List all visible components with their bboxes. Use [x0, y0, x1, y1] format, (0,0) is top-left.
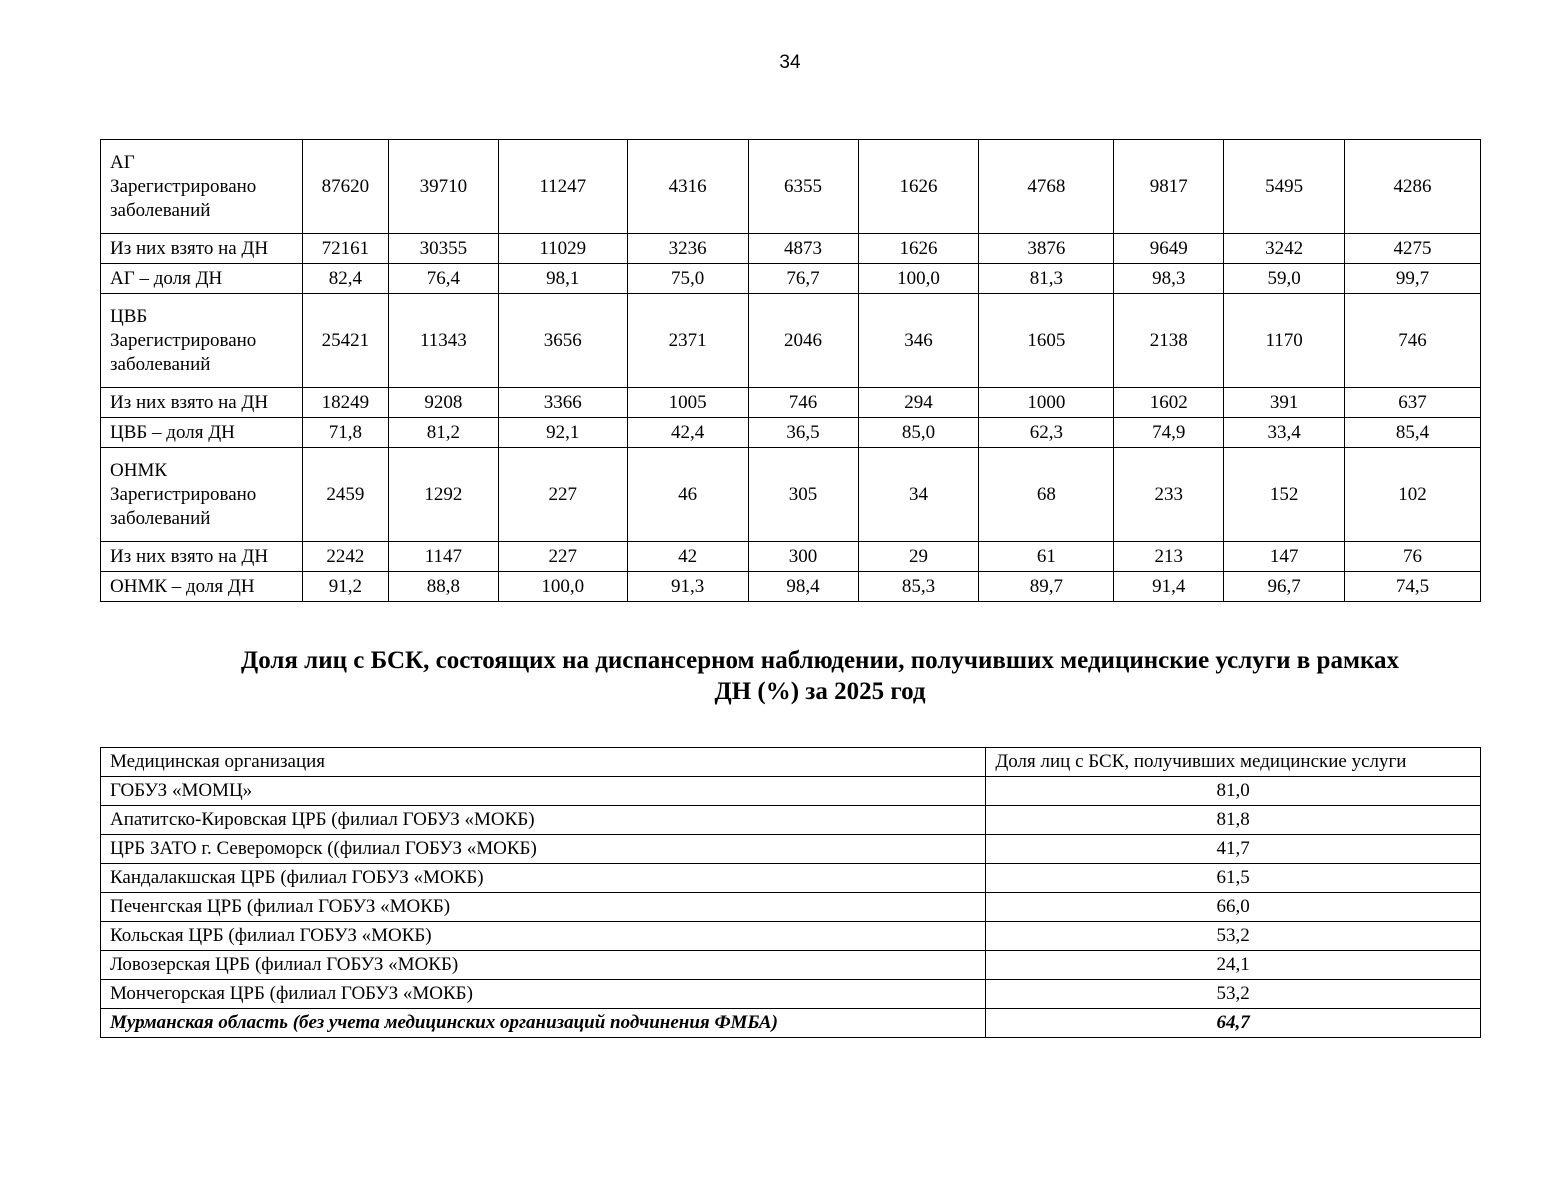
value-cell: 637 [1345, 388, 1481, 418]
row-label-cell [101, 542, 303, 572]
table-row [101, 388, 1481, 418]
section-heading [120, 645, 1520, 707]
row-label-cell [101, 572, 303, 602]
organization-cell: Апатитско-Кировская ЦРБ (филиал ГОБУЗ «МОКБ) [101, 806, 986, 835]
value-cell: 1005 [627, 388, 748, 418]
value-cell: 91,4 [1114, 572, 1224, 602]
value-cell: 89,7 [979, 572, 1114, 602]
value-cell: 75,0 [627, 264, 748, 294]
table-row [101, 806, 1481, 835]
value-cell: 1626 [858, 234, 979, 264]
table-row [101, 951, 1481, 980]
value-cell: 30355 [388, 234, 498, 264]
value-cell: 61 [979, 542, 1114, 572]
value-cell: 2459 [302, 448, 388, 542]
value-cell: 98,3 [1114, 264, 1224, 294]
value-cell: 9817 [1114, 140, 1224, 234]
value-cell: 11029 [498, 234, 627, 264]
value-cell: 33,4 [1224, 418, 1345, 448]
value-cell: 227 [498, 542, 627, 572]
value-cell: 346 [858, 294, 979, 388]
organization-cell: Ловозерская ЦРБ (филиал ГОБУЗ «МОКБ) [101, 951, 986, 980]
share-cell: 24,1 [986, 951, 1481, 980]
value-cell: 391 [1224, 388, 1345, 418]
total-organization-cell: Мурманская область (без учета медицинских организаций подчинения ФМБА) [101, 1009, 986, 1038]
value-cell: 9208 [388, 388, 498, 418]
row-label-line: ОНМК – доля ДН [110, 575, 255, 597]
organization-cell: Кольская ЦРБ (филиал ГОБУЗ «МОКБ) [101, 922, 986, 951]
table-row [101, 140, 1481, 234]
value-cell: 1000 [979, 388, 1114, 418]
value-cell: 46 [627, 448, 748, 542]
value-cell: 746 [1345, 294, 1481, 388]
row-label-cell [101, 140, 303, 234]
heading-line-1: Доля лиц с БСК, состоящих на диспансерном наблюдении, получивших медицинские услуги в рамках [241, 647, 1399, 674]
value-cell: 300 [748, 542, 858, 572]
value-cell: 74,9 [1114, 418, 1224, 448]
row-label-line: Из них взято на ДН [110, 545, 269, 567]
value-cell: 213 [1114, 542, 1224, 572]
value-cell: 100,0 [498, 572, 627, 602]
value-cell: 82,4 [302, 264, 388, 294]
share-cell: 81,0 [986, 777, 1481, 806]
value-cell: 72161 [302, 234, 388, 264]
value-cell: 1602 [1114, 388, 1224, 418]
value-cell: 1292 [388, 448, 498, 542]
value-cell: 18249 [302, 388, 388, 418]
dn-services-share-table [100, 747, 1481, 1038]
share-cell: 81,8 [986, 806, 1481, 835]
value-cell: 4768 [979, 140, 1114, 234]
value-cell: 98,1 [498, 264, 627, 294]
row-label-cell [101, 388, 303, 418]
value-cell: 6355 [748, 140, 858, 234]
page-number: 34 [779, 52, 801, 73]
table-row [101, 264, 1481, 294]
value-cell: 42,4 [627, 418, 748, 448]
row-label-cell [101, 264, 303, 294]
value-cell: 4286 [1345, 140, 1481, 234]
value-cell: 76,7 [748, 264, 858, 294]
value-cell: 42 [627, 542, 748, 572]
row-label-line: Зарегистрировано [110, 483, 257, 505]
value-cell: 74,5 [1345, 572, 1481, 602]
table-row [101, 294, 1481, 388]
value-cell: 81,3 [979, 264, 1114, 294]
value-cell: 11247 [498, 140, 627, 234]
value-cell: 87620 [302, 140, 388, 234]
value-cell: 85,4 [1345, 418, 1481, 448]
column-header-organization: Медицинская организация [101, 748, 986, 777]
value-cell: 305 [748, 448, 858, 542]
table-row [101, 542, 1481, 572]
value-cell: 98,4 [748, 572, 858, 602]
table-row [101, 980, 1481, 1009]
row-label-line: Из них взято на ДН [110, 237, 269, 259]
value-cell: 3876 [979, 234, 1114, 264]
value-cell: 76,4 [388, 264, 498, 294]
value-cell: 25421 [302, 294, 388, 388]
organization-cell: Кандалакшская ЦРБ (филиал ГОБУЗ «МОКБ) [101, 864, 986, 893]
value-cell: 59,0 [1224, 264, 1345, 294]
row-label-line: Из них взято на ДН [110, 391, 269, 413]
row-label-line: ЦВБ [110, 305, 148, 327]
value-cell: 3366 [498, 388, 627, 418]
row-label-line: Зарегистрировано [110, 175, 257, 197]
row-label-line: Зарегистрировано [110, 329, 257, 351]
value-cell: 1626 [858, 140, 979, 234]
value-cell: 746 [748, 388, 858, 418]
value-cell: 68 [979, 448, 1114, 542]
value-cell: 99,7 [1345, 264, 1481, 294]
value-cell: 62,3 [979, 418, 1114, 448]
value-cell: 96,7 [1224, 572, 1345, 602]
value-cell: 1170 [1224, 294, 1345, 388]
row-label-line: заболеваний [110, 507, 211, 529]
table-row [101, 922, 1481, 951]
organization-cell: Мончегорская ЦРБ (филиал ГОБУЗ «МОКБ) [101, 980, 986, 1009]
value-cell: 34 [858, 448, 979, 542]
value-cell: 3656 [498, 294, 627, 388]
share-cell: 53,2 [986, 980, 1481, 1009]
value-cell: 71,8 [302, 418, 388, 448]
value-cell: 1147 [388, 542, 498, 572]
row-label-line: заболеваний [110, 199, 211, 221]
table-row [101, 835, 1481, 864]
value-cell: 36,5 [748, 418, 858, 448]
total-row [101, 1009, 1481, 1038]
bsk-registration-table [100, 139, 1481, 602]
value-cell: 233 [1114, 448, 1224, 542]
value-cell: 294 [858, 388, 979, 418]
value-cell: 5495 [1224, 140, 1345, 234]
row-label-line: АГ – доля ДН [110, 267, 223, 289]
row-label-cell [101, 418, 303, 448]
table-row [101, 777, 1481, 806]
row-label-line: ОНМК [110, 459, 168, 481]
value-cell: 4873 [748, 234, 858, 264]
value-cell: 152 [1224, 448, 1345, 542]
row-label-line: заболеваний [110, 353, 211, 375]
value-cell: 102 [1345, 448, 1481, 542]
table-row [101, 234, 1481, 264]
value-cell: 4316 [627, 140, 748, 234]
heading-line-2: ДН (%) за 2025 год [714, 678, 926, 705]
share-cell: 66,0 [986, 893, 1481, 922]
value-cell: 3242 [1224, 234, 1345, 264]
value-cell: 88,8 [388, 572, 498, 602]
table-header-row [101, 748, 1481, 777]
value-cell: 2138 [1114, 294, 1224, 388]
value-cell: 3236 [627, 234, 748, 264]
share-cell: 61,5 [986, 864, 1481, 893]
value-cell: 39710 [388, 140, 498, 234]
value-cell: 2242 [302, 542, 388, 572]
value-cell: 147 [1224, 542, 1345, 572]
column-header-share: Доля лиц с БСК, получивших медицинские услуги [986, 748, 1481, 777]
value-cell: 85,3 [858, 572, 979, 602]
organization-cell: Печенгская ЦРБ (филиал ГОБУЗ «МОКБ) [101, 893, 986, 922]
value-cell: 91,2 [302, 572, 388, 602]
value-cell: 81,2 [388, 418, 498, 448]
total-share-cell: 64,7 [986, 1009, 1481, 1038]
table-row [101, 572, 1481, 602]
table-row [101, 864, 1481, 893]
value-cell: 92,1 [498, 418, 627, 448]
organization-cell: ГОБУЗ «МОМЦ» [101, 777, 986, 806]
value-cell: 9649 [1114, 234, 1224, 264]
row-label-cell [101, 234, 303, 264]
row-label-line: ЦВБ – доля ДН [110, 421, 235, 443]
share-cell: 53,2 [986, 922, 1481, 951]
table-row [101, 893, 1481, 922]
table-row [101, 418, 1481, 448]
row-label-line: АГ [110, 151, 135, 173]
organization-cell: ЦРБ ЗАТО г. Североморск ((филиал ГОБУЗ «МОКБ) [101, 835, 986, 864]
value-cell: 2046 [748, 294, 858, 388]
value-cell: 1605 [979, 294, 1114, 388]
value-cell: 29 [858, 542, 979, 572]
value-cell: 2371 [627, 294, 748, 388]
value-cell: 76 [1345, 542, 1481, 572]
value-cell: 85,0 [858, 418, 979, 448]
value-cell: 4275 [1345, 234, 1481, 264]
value-cell: 100,0 [858, 264, 979, 294]
row-label-cell [101, 294, 303, 388]
row-label-cell [101, 448, 303, 542]
value-cell: 11343 [388, 294, 498, 388]
value-cell: 227 [498, 448, 627, 542]
share-cell: 41,7 [986, 835, 1481, 864]
value-cell: 91,3 [627, 572, 748, 602]
table-row [101, 448, 1481, 542]
